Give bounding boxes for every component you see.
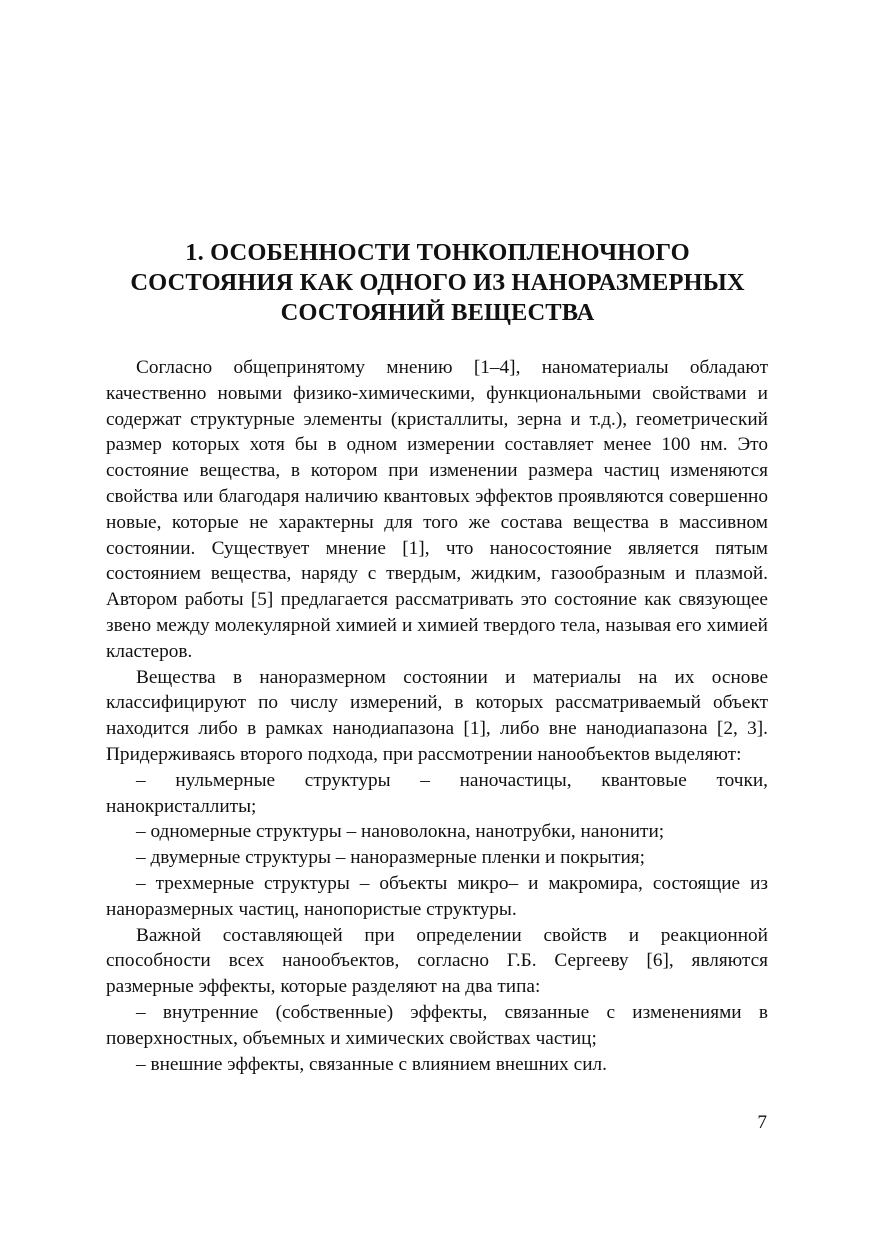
paragraph-1: Согласно общепринятому мнению [1–4], наноматериалы обладают качественно новыми физико-химическими, функциональными свойствами и содержат структурные элементы (кристаллиты, зерна и т.д.), геометрический размер которых хотя бы в одном измерении составляет менее 100 нм. Это состояние вещества, в котором при изменении размера частиц изменяются свойства или благодаря наличию квантовых эффектов проявляются совершенно новые, которые не характерны для того же состава вещества в массивном состоянии. Существует мнение [1], что наносостояние является пятым состоянием вещества, наряду с твердым, жидким, газообразным и плазмой. Автором работы [5] предлагается рассматривать это состояние как связующее звено между молекулярной химией и химией твердого тела, называя его химией кластеров. bbox=[106, 357, 768, 662]
body-text bbox=[106, 355, 768, 1077]
chapter-title-line-2: СОСТОЯНИЯ КАК ОДНОГО ИЗ НАНОРАЗМЕРНЫХ bbox=[130, 269, 745, 296]
list-item-three-dimensional: – трехмерные структуры – объекты микро– и макромира, состоящие из наноразмерных частиц, нанопористые структуры. bbox=[106, 872, 768, 920]
chapter-title-line-3: СОСТОЯНИЙ ВЕЩЕСТВА bbox=[280, 299, 595, 326]
paragraph-3: Важной составляющей при определении свойств и реакционной способности всех нанообъектов, согласно Г.Б. Сергееву [6], являются размерные эффекты, которые разделяют на два типа: bbox=[106, 924, 768, 998]
list-item-external-effects: – внешние эффекты, связанные с влиянием внешних сил. bbox=[136, 1053, 607, 1075]
list-item-zero-dimensional: – нульмерные структуры – наночастицы, квантовые точки, нанокристаллиты; bbox=[106, 769, 768, 817]
chapter-title bbox=[90, 238, 785, 328]
chapter-title-line-1: 1. ОСОБЕННОСТИ ТОНКОПЛЕНОЧНОГО bbox=[185, 239, 690, 266]
paragraph-2: Вещества в наноразмерном состоянии и материалы на их основе классифицируют по числу измерений, в которых рассматриваемый объект находится либо в рамках нанодиапазона [1], либо вне нанодиапазона [2, 3]. Придерживаясь второго подхода, при рассмотрении нанообъектов выделяют: bbox=[106, 666, 768, 765]
list-item-internal-effects: – внутренние (собственные) эффекты, связанные с изменениями в поверхностных, объемных и химических свойствах частиц; bbox=[106, 1001, 768, 1049]
list-item-two-dimensional: – двумерные структуры – наноразмерные пленки и покрытия; bbox=[136, 847, 645, 869]
list-item-one-dimensional: – одномерные структуры – нановолокна, нанотрубки, нанонити; bbox=[136, 821, 665, 843]
page-number: 7 bbox=[757, 1112, 767, 1133]
